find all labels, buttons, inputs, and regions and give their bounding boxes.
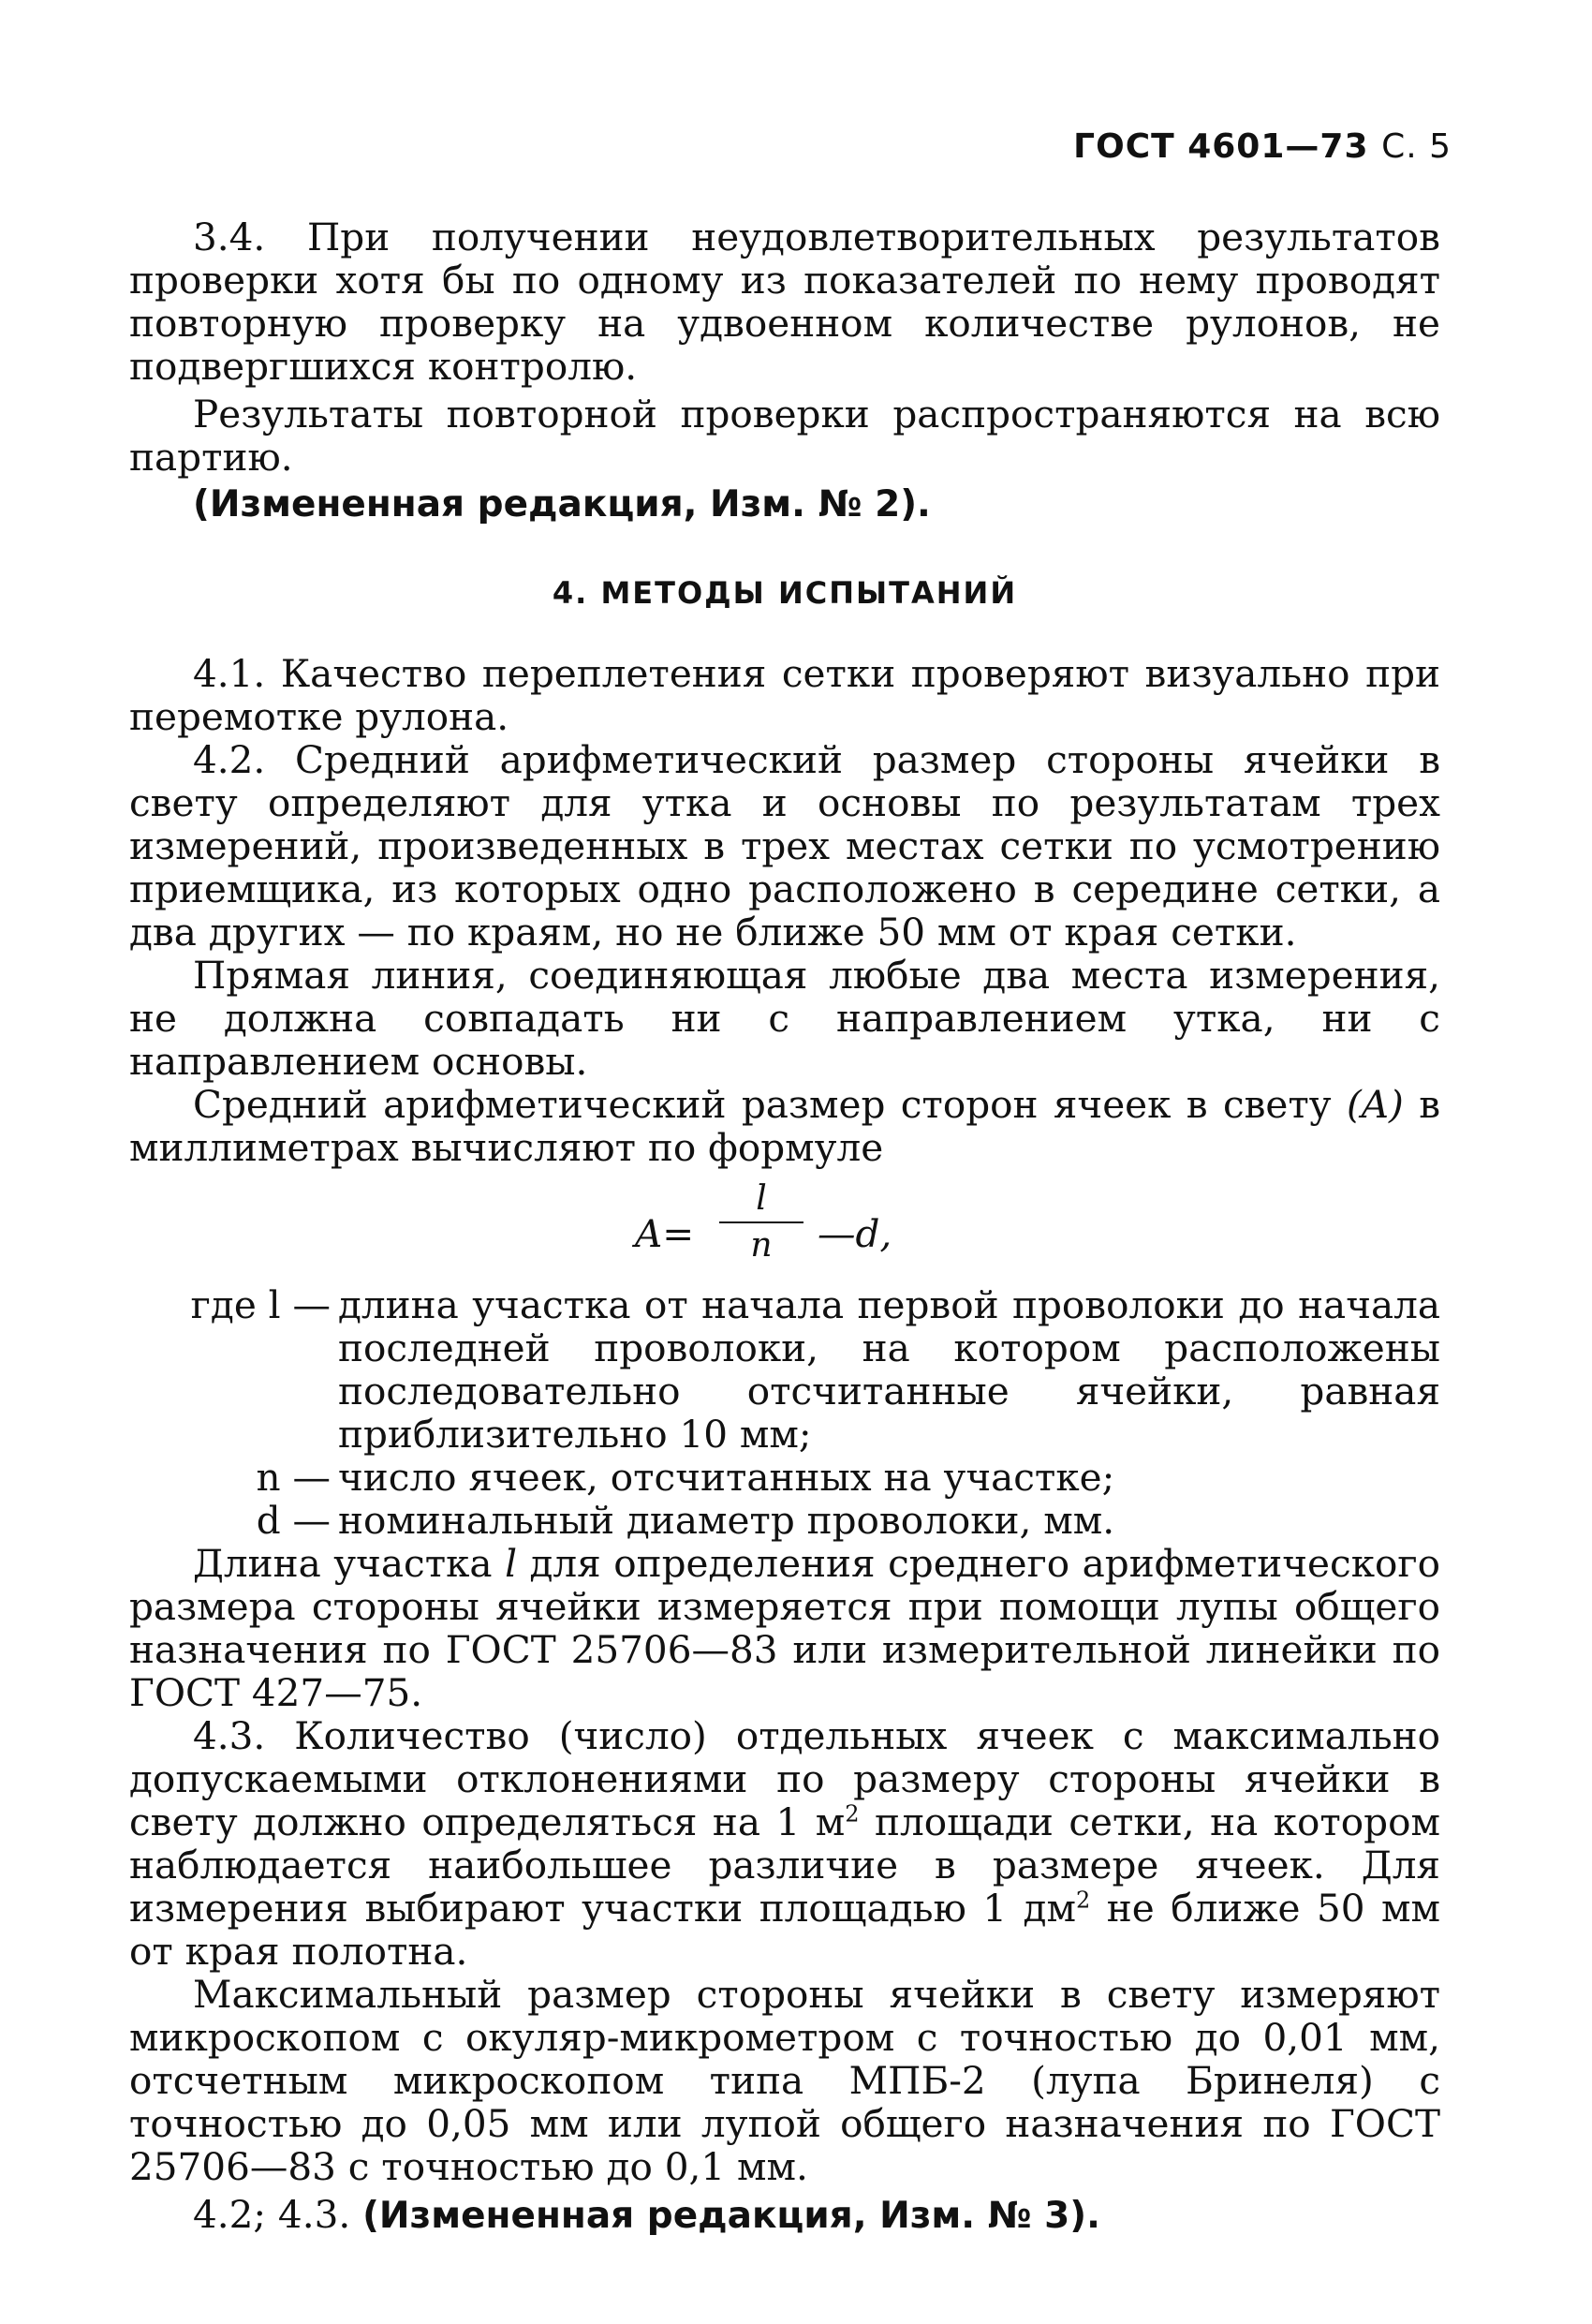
formula — [129, 1180, 1440, 1283]
legend-symbol: d — — [256, 1498, 331, 1543]
legend-symbol: где l — — [190, 1282, 331, 1327]
p43-part-b: площади сетки, на котором наблюдается наибольшее различие в размере ячеек. Для измерения выбирают участки площадью 1 дм — [129, 1799, 1440, 1931]
p43-part-c: не ближе 50 мм от края полотна. — [129, 1886, 1441, 1974]
fraction-bar — [719, 1221, 803, 1223]
amendment-note-3 — [129, 2193, 1440, 2238]
formula-legend — [129, 1283, 1440, 1542]
paragraph-4-2-length — [129, 1542, 1440, 1714]
legend-description: номинальный диаметр проволоки, мм. — [338, 1498, 1115, 1543]
document-body — [129, 215, 1440, 2238]
formula-rhs: —d, — [818, 1211, 892, 1256]
paragraph-4-1: 4.1. Качество переплетения сетки проверяют визуально при перемотке рулона. — [129, 651, 1440, 739]
length-text-start: Длина участка — [193, 1541, 493, 1586]
formula-denominator: n — [750, 1226, 773, 1265]
legend-symbol: n — — [256, 1455, 331, 1500]
amendment-3-text: (Измененная редакция, Изм. № 3). — [362, 2195, 1100, 2237]
amendment-note-2: (Измененная редакция, Изм. № 2). — [193, 483, 931, 525]
formula-lhs: A= — [635, 1211, 695, 1256]
paragraph-4-2-formula-intro — [129, 1083, 1440, 1169]
paragraph-4-2-line: Прямая линия, соединяющая любые два места измерения, не должна совпадать ни с направлением утка, ни с направлением основы. — [129, 953, 1440, 1084]
section-heading-test-methods: 4. МЕТОДЫ ИСПЫТАНИЙ — [552, 575, 1018, 611]
p43-part-a: 4.3. Количество (число) отдельных ячеек с максимально допускаемыми отклонениями по размеру стороны ячейки в свету должно определяться на 1 м — [129, 1713, 1440, 1844]
standard-number: ГОСТ 4601—73 — [1073, 127, 1369, 166]
legend-item — [129, 1499, 1440, 1542]
symbol-a: (A) — [1347, 1082, 1404, 1127]
formula-intro-text-end: в миллиметрах вычисляют по формуле — [129, 1082, 1441, 1170]
paragraph-4-3 — [129, 1714, 1440, 1973]
superscript-2: 2 — [1076, 1887, 1091, 1914]
formula-intro-text: Средний арифметический размер сторон ячеек в свету — [193, 1082, 1332, 1127]
symbol-l: l — [505, 1541, 518, 1586]
paragraph-4-3-measure: Максимальный размер стороны ячейки в свету измеряют микроскопом с окуляр-микрометром с точностью до 0,01 мм, отсчетным микроскопом типа МПБ-2 (лупа Бринеля) с точностью до 0,05 мм или лупой общего назначения по ГОСТ 25706—83 с точностью до 0,1 мм. — [129, 1972, 1440, 2189]
paragraph-3-4-retest: Результаты повторной проверки распространяются на всю партию. — [129, 392, 1440, 480]
page-header — [1073, 127, 1452, 166]
superscript-2: 2 — [845, 1800, 860, 1828]
paragraph-4-2: 4.2. Средний арифметический размер стороны ячейки в свету определяют для утка и основы по результатам трех измерений, произведенных в трех местах сетки по усмотрению приемщика, из которых одно расположено в середине сетки, а два других — по краям, но не ближе 50 мм от края сетки. — [129, 737, 1440, 955]
legend-item — [129, 1283, 1440, 1456]
length-text-end: для определения среднего арифметического размера стороны ячейки измеряется при помощи лупы общего назначения по ГОСТ 25706—83 или измерительной линейки по ГОСТ 427—75. — [129, 1541, 1440, 1715]
legend-description: длина участка от начала первой проволоки до начала последней проволоки, на котором расположены последовательно отсчитанные ячейки, равная приблизительно 10 мм; — [338, 1282, 1440, 1457]
legend-item — [129, 1456, 1440, 1499]
formula-fraction — [719, 1180, 803, 1265]
formula-numerator: l — [756, 1179, 767, 1218]
paragraph-3-4: 3.4. При получении неудовлетворительных результатов проверки хотя бы по одному из показателей по нему проводят повторную проверку на удвоенном количестве рулонов, не подвергшихся контролю. — [129, 215, 1440, 389]
legend-description: число ячеек, отсчитанных на участке; — [338, 1455, 1115, 1500]
amendment-3-prefix: 4.2; 4.3. — [193, 2192, 351, 2237]
page-number: С. 5 — [1381, 127, 1452, 166]
